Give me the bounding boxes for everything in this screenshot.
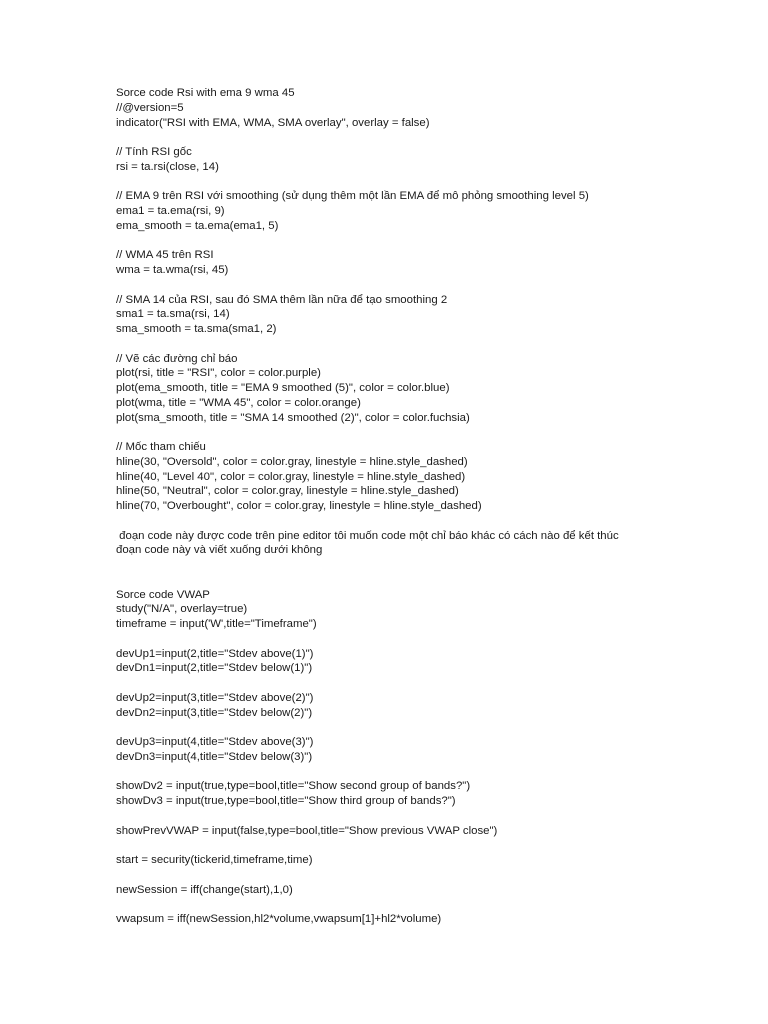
text-line: devDn2=input(3,title="Stdev below(2)")	[116, 706, 313, 719]
text-line: showPrevVWAP = input(false,type=bool,title="Show previous VWAP close")	[116, 824, 498, 837]
text-line: devDn3=input(4,title="Stdev below(3)")	[116, 750, 313, 763]
text-line: timeframe = input('W',title="Timeframe")	[116, 618, 317, 630]
document-page	[116, 86, 716, 927]
text-line: // EMA 9 trên RSI với smoothing (sử dụng thêm một lần EMA để mô phỏng smoothing level 5)	[116, 190, 589, 203]
rsi-code-block	[116, 86, 716, 558]
vwap-code-block	[116, 588, 716, 927]
text-line: hline(30, "Oversold", color = color.gray, linestyle = hline.style_dashed)	[116, 455, 468, 468]
text-line: plot(ema_smooth, title = "EMA 9 smoothed (5)", color = color.blue)	[116, 382, 450, 394]
blank-line	[116, 130, 716, 145]
text-line: // Mốc tham chiếu	[116, 441, 206, 453]
text-line: sma1 = ta.sma(rsi, 14)	[116, 308, 230, 321]
blank-line	[116, 765, 716, 780]
question-line: đoạn code này được code trên pine editor tôi muốn code một chỉ báo khác có cách nào để kết thúc	[116, 529, 619, 542]
question-line: đoạn code này và viết xuống dưới không	[116, 544, 323, 557]
text-line: Sorce code Rsi with ema 9 wma 45	[116, 87, 295, 99]
text-line: vwapsum = iff(newSession,hl2*volume,vwapsum[1]+hl2*volume)	[116, 913, 442, 925]
text-line: indicator("RSI with EMA, WMA, SMA overlay", overlay = false)	[116, 116, 430, 129]
blank-line	[116, 897, 716, 912]
text-line: ema_smooth = ta.ema(ema1, 5)	[116, 219, 279, 232]
text-line: wma = ta.wma(rsi, 45)	[116, 264, 229, 276]
blank-line	[116, 514, 716, 529]
text-line: study("N/A", overlay=true)	[116, 603, 248, 616]
text-line: devUp1=input(2,title="Stdev above(1)")	[116, 647, 314, 660]
text-line: Sorce code VWAP	[116, 588, 210, 601]
text-line: plot(rsi, title = "RSI", color = color.purple)	[116, 367, 321, 380]
blank-line	[116, 838, 716, 853]
text-line: hline(70, "Overbought", color = color.gray, linestyle = hline.style_dashed)	[116, 500, 482, 512]
text-line: plot(sma_smooth, title = "SMA 14 smoothed (2)", color = color.fuchsia)	[116, 411, 470, 424]
blank-line	[116, 175, 716, 190]
text-line: // SMA 14 của RSI, sau đó SMA thêm lần nữa để tạo smoothing 2	[116, 293, 448, 306]
text-line: devUp2=input(3,title="Stdev above(2)")	[116, 691, 314, 704]
text-line: // Vẽ các đường chỉ báo	[116, 352, 238, 365]
blank-line	[116, 809, 716, 824]
text-line: devDn1=input(2,title="Stdev below(1)")	[116, 662, 313, 675]
blank-line	[116, 278, 716, 293]
blank-line	[116, 337, 716, 352]
text-line: rsi = ta.rsi(close, 14)	[116, 160, 219, 173]
section-gap	[116, 558, 716, 588]
text-line: // Tính RSI gốc	[116, 146, 192, 158]
blank-line	[116, 720, 716, 735]
blank-line	[116, 868, 716, 883]
text-line: showDv3 = input(true,type=bool,title="Show third group of bands?")	[116, 795, 456, 807]
blank-line	[116, 676, 716, 691]
text-line: ema1 = ta.ema(rsi, 9)	[116, 205, 225, 217]
text-line: // WMA 45 trên RSI	[116, 249, 214, 262]
text-line: plot(wma, title = "WMA 45", color = color.orange)	[116, 396, 361, 409]
text-line: sma_smooth = ta.sma(sma1, 2)	[116, 323, 277, 335]
blank-line	[116, 425, 716, 440]
text-line: //@version=5	[116, 101, 184, 114]
text-line: devUp3=input(4,title="Stdev above(3)")	[116, 736, 314, 748]
text-line: hline(50, "Neutral", color = color.gray, linestyle = hline.style_dashed)	[116, 485, 459, 498]
blank-line	[116, 632, 716, 647]
blank-line	[116, 234, 716, 249]
text-line: start = security(tickerid,timeframe,time)	[116, 854, 313, 866]
text-line: newSession = iff(change(start),1,0)	[116, 883, 293, 896]
text-line: hline(40, "Level 40", color = color.gray, linestyle = hline.style_dashed)	[116, 470, 466, 483]
text-line: showDv2 = input(true,type=bool,title="Show second group of bands?")	[116, 780, 471, 793]
